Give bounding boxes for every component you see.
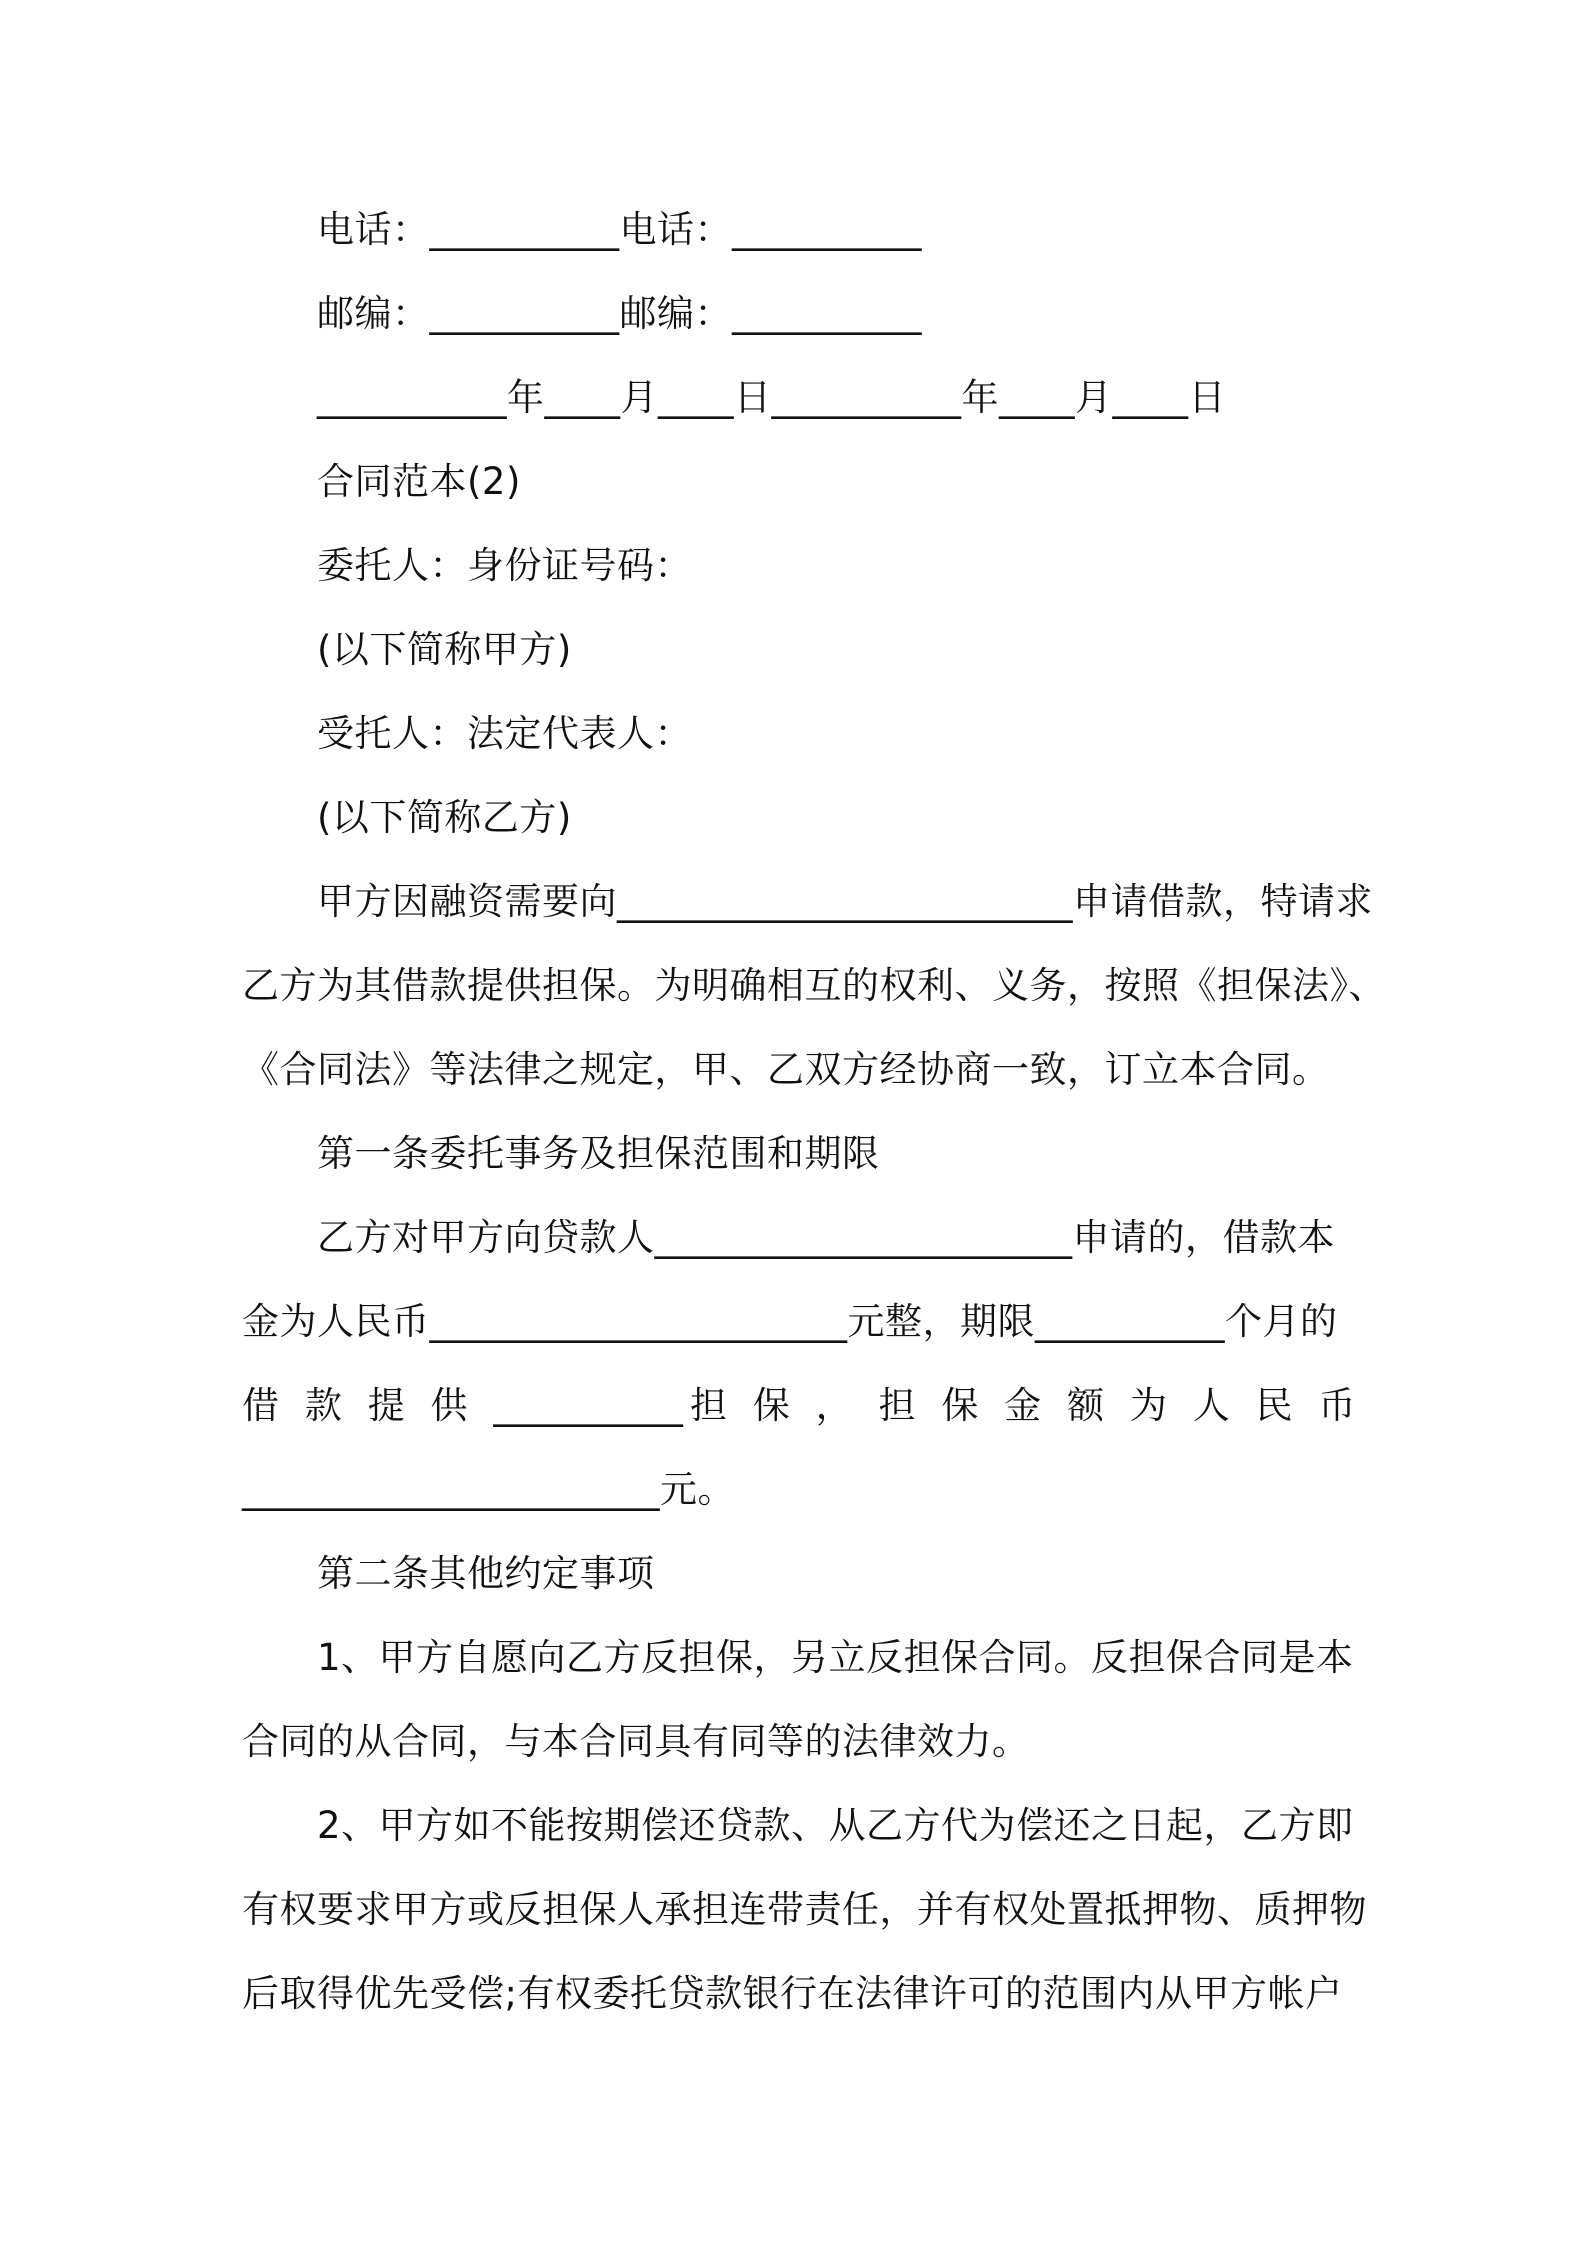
principal-line: 委托人：身份证号码： (317, 544, 692, 587)
paragraph-line: 合同的从合同，与本合同具有同等的法律效力。 (242, 1720, 1030, 1763)
postcode-line: 邮编：__________邮编：__________ (317, 292, 922, 335)
party-a-note: (以下简称甲方) (317, 628, 572, 671)
paragraph-line: 金为人民币______________________元整，期限__________个月的 (242, 1300, 1338, 1343)
paragraph-line: 2、甲方如不能按期偿还贷款、从乙方代为偿还之日起，乙方即 (317, 1804, 1354, 1847)
article-two-heading: 第二条其他约定事项 (317, 1552, 655, 1595)
paragraph-line: 乙方为其借款提供担保。为明确相互的权利、义务，按照《担保法》、 (242, 964, 1386, 1007)
date-line: __________年____月____日__________年____月____日 (317, 376, 1226, 419)
phone-line: 电话：__________电话：__________ (317, 208, 922, 251)
paragraph-line: ______________________元。 (242, 1468, 735, 1511)
article-one-heading: 第一条委托事务及担保范围和期限 (317, 1132, 880, 1175)
party-b-note: (以下简称乙方) (317, 796, 572, 839)
paragraph-line: 1、甲方自愿向乙方反担保，另立反担保合同。反担保合同是本 (317, 1636, 1354, 1679)
agent-line: 受托人：法定代表人： (317, 712, 692, 755)
paragraph-line: 有权要求甲方或反担保人承担连带责任，并有权处置抵押物、质押物 (242, 1888, 1367, 1931)
paragraph-line: 后取得优先受偿;有权委托贷款银行在法律许可的范围内从甲方帐户 (242, 1972, 1343, 2015)
paragraph-line: 《合同法》等法律之规定，甲、乙双方经协商一致，订立本合同。 (242, 1048, 1330, 1091)
paragraph-line: 甲方因融资需要向________________________申请借款，特请求 (317, 880, 1373, 923)
paragraph-line: 借 款 提 供 __________担 保 ， 担 保 金 额 为 人 民 币 (242, 1384, 1356, 1427)
paragraph-line: 乙方对甲方向贷款人______________________申请的，借款本 (317, 1216, 1335, 1259)
section-title: 合同范本(2) (317, 460, 521, 503)
